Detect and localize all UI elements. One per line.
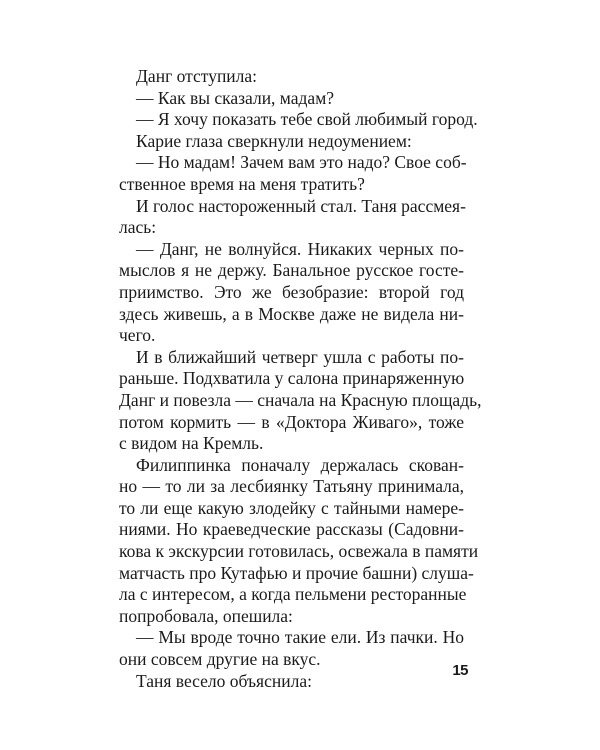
text-line: И в ближайший четверг ушла с работы по- — [136, 346, 464, 367]
text-line: Данг отступила: — [136, 66, 258, 86]
text-line: — Как вы сказали, мадам? — [136, 87, 335, 108]
text-line: они совсем другие на вкус. — [119, 649, 321, 670]
body-text — [119, 66, 482, 692]
text-line: раньше. Подхватила у салона принаряженную — [119, 368, 465, 389]
text-line: то ли еще какую злодейку с тайными намере- — [119, 497, 464, 518]
text-line: мыслов я не держу. Банальное русское госте- — [119, 260, 464, 281]
text-line: матчасть про Кутафью и прочие башни) слуша- — [119, 562, 474, 583]
text-line: лась: — [119, 217, 157, 238]
text-line: с видом на Кремль. — [119, 433, 264, 454]
text-line: — Но мадам! Зачем вам это надо? Свое соб- — [136, 152, 467, 173]
text-line: — Мы вроде точно такие ели. Из пачки. Но — [136, 627, 464, 648]
text-line: здесь живешь, а в Москве даже не видела ни- — [119, 303, 464, 324]
text-line: — Данг, не волнуйся. Никаких черных по- — [136, 238, 464, 259]
text-line: Таня весело объяснила: — [136, 670, 312, 691]
text-line: ниями. Но краеведческие рассказы (Садовни- — [119, 519, 464, 540]
text-line: чего. — [119, 325, 156, 346]
text-line: Филиппинка поначалу держалась скован- — [136, 454, 464, 475]
text-line: ственное время на меня тратить? — [119, 173, 365, 194]
text-line: но — то ли за лесбиянку Татьяну принимала, — [119, 476, 464, 497]
text-line: приимство. Это же безобразие: второй год — [119, 281, 464, 302]
text-line: Карие глаза сверкнули недоумением: — [136, 130, 412, 151]
text-line: — Я хочу показать тебе свой любимый город. — [136, 109, 478, 130]
text-line: кова к экскурсии готовилась, освежала в памяти — [119, 541, 479, 562]
text-line: ла с интересом, а когда пельмени ресторанные — [119, 584, 467, 605]
page-number: 15 — [452, 662, 468, 679]
text-line: попробовала, опешила: — [119, 605, 293, 626]
text-line: Данг и повезла — сначала на Красную площадь, — [119, 389, 482, 410]
text-line: И голос настороженный стал. Таня рассмея- — [136, 195, 466, 216]
text-line: потом кормить — в «Доктора Живаго», тоже — [119, 411, 464, 432]
